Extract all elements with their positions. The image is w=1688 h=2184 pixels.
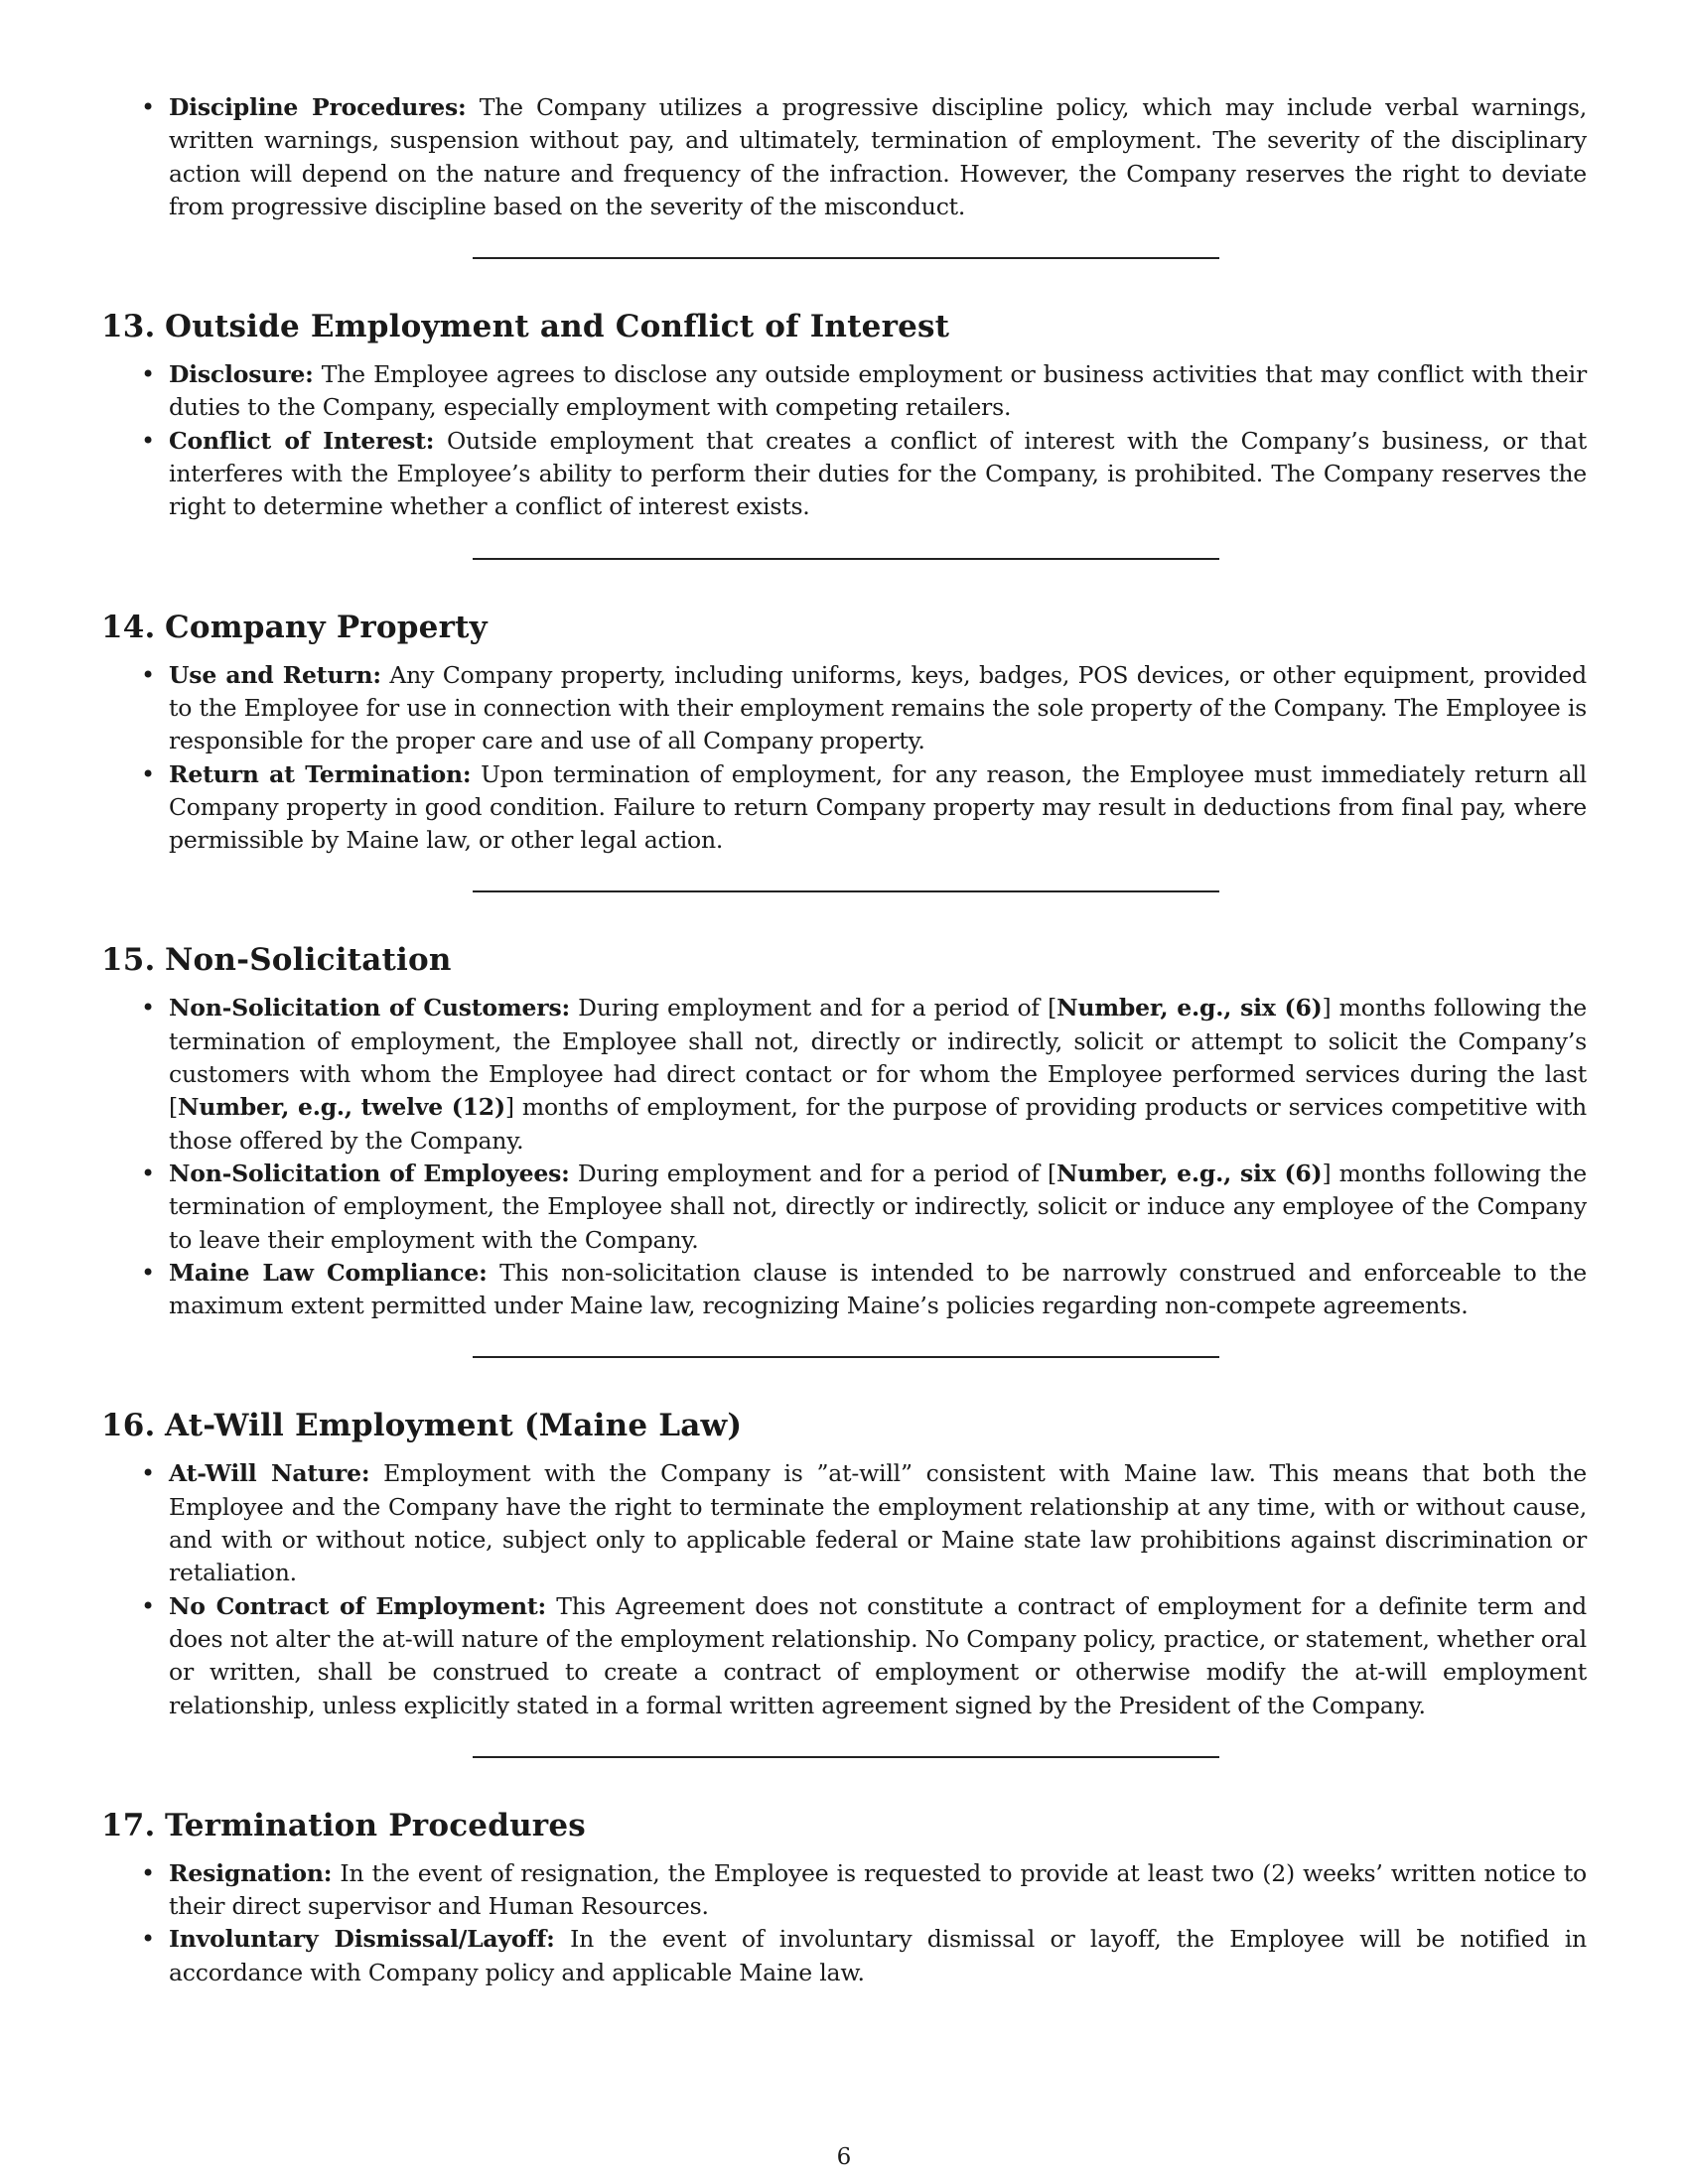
list-item xyxy=(169,1457,1587,1589)
item-term: Resignation: xyxy=(169,1858,333,1887)
item-term: At-Will Nature: xyxy=(169,1459,370,1488)
item-term: Non-Solicitation of Employees: xyxy=(169,1159,570,1187)
intro-list xyxy=(101,91,1587,223)
item-text: This Agreement does not constitute a contract of employment for a definite term and does not alter the at-will nature of the employment relationship. No Company policy, practice, or statement, whether oral or written, shall be construed to create a contract of employment or otherwise modify the at-will employment relationship, unless explicitly stated in a formal written agreement signed by the President of the Company. xyxy=(169,1591,1587,1719)
item-term: Involuntary Dismissal/Layoff: xyxy=(169,1925,555,1954)
list-item xyxy=(169,1923,1587,1989)
section-13-list xyxy=(101,358,1587,523)
list-item: • Non-Solicitation of Customers: During employment and for a period of [Number, e.g., six (6)] months following the termination of employment, the Employee shall not, directly or indirectly, solicit or attempt to solicit the Company’s customers with whom the Employee had direct contact or for whom the Employee performed services during the last [Number, e.g., twelve (12)] months of employment, for the purpose of providing products or services competitive with those offered by the Company. xyxy=(169,992,1587,1157)
section-divider xyxy=(473,1356,1219,1358)
list-item xyxy=(169,1590,1587,1722)
list-item xyxy=(169,1857,1587,1924)
section-heading-17: 17. Termination Procedures xyxy=(101,1807,586,1843)
section-title: Non-Solicitation xyxy=(165,942,452,979)
section-15-list xyxy=(101,992,1587,1322)
section-divider xyxy=(473,558,1219,560)
section-heading-14: 14. Company Property xyxy=(101,609,488,645)
item-text: This non-solicitation clause is intended to be narrowly construed and enforceable to the maximum extent permitted under Maine law, recognizing Maine’s policies regarding non-compete agreements. xyxy=(169,1258,1587,1320)
placeholder-number: Number, e.g., six (6) xyxy=(1056,994,1323,1023)
item-text: Upon termination of employment, for any reason, the Employee must immediately return all Company property in good condition. Failure to return Company property may result in deductions from final pay, where permissible by Maine law, or other legal action. xyxy=(169,759,1587,855)
section-heading-13: 13. Outside Employment and Conflict of Interest xyxy=(101,309,950,345)
item-text: Any Company property, including uniforms, keys, badges, POS devices, or other equipment, provided to the Employee for use in connection with their employment remains the sole property of the Company. The Employee is responsible for the proper care and use of all Company property. xyxy=(169,660,1587,755)
item-term: Disclosure: xyxy=(169,360,314,389)
item-text: The Employee agrees to disclose any outside employment or business activities that may conflict with their duties to the Company, especially employment with competing retailers. xyxy=(169,360,1587,422)
section-title: Termination Procedures xyxy=(165,1807,586,1843)
section-heading-15: 15. Non-Solicitation xyxy=(101,942,452,979)
list-item xyxy=(169,358,1587,425)
list-item xyxy=(169,659,1587,758)
item-term: Non-Solicitation of Customers: xyxy=(169,994,570,1023)
section-divider xyxy=(473,1756,1219,1758)
placeholder-number: Number, e.g., six (6) xyxy=(1055,1159,1323,1187)
item-text: Outside employment that creates a conflict of interest with the Company’s business, or that interferes with the Employee’s ability to perform their duties for the Company, is prohibited. The Company reserves the right to determine whether a conflict of interest exists. xyxy=(169,426,1588,521)
item-text: In the event of involuntary dismissal or layoff, the Employee will be notified in accordance with Company policy and applicable Maine law. xyxy=(169,1925,1587,1986)
list-item xyxy=(169,425,1587,524)
item-text: Employment with the Company is ”at-will” consistent with Maine law. This means that both the Employee and the Company have the right to terminate the employment relationship at any time, with or without cause, and with or without notice, subject only to applicable federal or Maine state law prohibitions against discrimination or retaliation. xyxy=(169,1459,1587,1587)
item-term: Discipline Procedures: xyxy=(169,93,467,121)
placeholder-number: Number, e.g., twelve (12) xyxy=(177,1093,505,1122)
item-text: The Company utilizes a progressive discipline policy, which may include verbal warnings, written warnings, suspension without pay, and ultimately, termination of employment. The severity of the disciplinary action will depend on the nature and frequency of the infraction. However, the Company reserves the right to deviate from progressive discipline based on the severity of the misconduct. xyxy=(169,93,1587,220)
item-term: Conflict of Interest: xyxy=(169,426,435,455)
list-item xyxy=(169,1257,1587,1323)
section-17-list xyxy=(101,1857,1587,1989)
section-14-list xyxy=(101,659,1587,858)
list-item xyxy=(169,91,1587,223)
page-number: 6 xyxy=(836,2144,852,2170)
list-item xyxy=(169,758,1587,858)
list-item: • Non-Solicitation of Employees: During employment and for a period of [Number, e.g., six (6)] months following the termination of employment, the Employee shall not, directly or indirectly, solicit or induce any employee of the Company to leave their employment with the Company. xyxy=(169,1158,1587,1257)
item-term: Return at Termination: xyxy=(169,759,472,788)
section-divider xyxy=(473,890,1219,892)
item-term: Use and Return: xyxy=(169,660,381,689)
item-term: Maine Law Compliance: xyxy=(169,1258,488,1287)
item-term: No Contract of Employment: xyxy=(169,1591,547,1620)
section-heading-16: 16. At-Will Employment (Maine Law) xyxy=(101,1408,743,1444)
section-divider xyxy=(473,257,1219,259)
section-title: At-Will Employment (Maine Law) xyxy=(165,1408,743,1444)
section-title: Company Property xyxy=(165,609,488,645)
item-text: In the event of resignation, the Employee is requested to provide at least two (2) weeks’ written notice to their direct supervisor and Human Resources. xyxy=(169,1858,1587,1921)
section-16-list xyxy=(101,1457,1587,1721)
section-title: Outside Employment and Conflict of Interest xyxy=(165,309,950,345)
